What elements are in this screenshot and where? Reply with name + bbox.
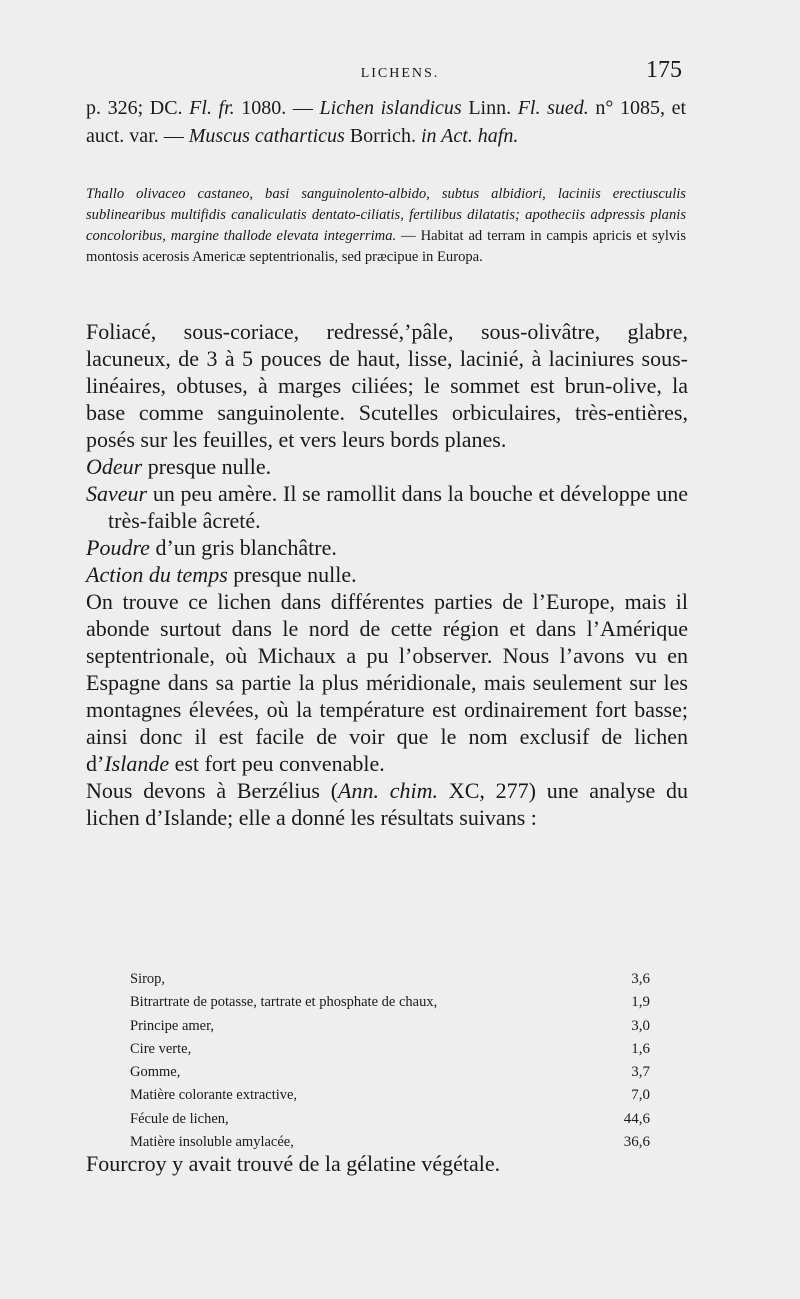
description-paragraph: Foliacé, sous-coriace, redressé,’pâle, sous-olivâtre, glabre, lacuneux, de 3 à 5 pouces de haut, lisse, lacinié, à laciniures sous-linéaires, obtuses, à marges ciliées; le sommet est brun-olive, la base comme sanguinolente. Scutelles orbiculaires, très-entières, posés sur les feuilles, et vers leurs bords planes. bbox=[86, 319, 688, 452]
paragraph-text: On trouve ce lichen dans différentes parties de l’Europe, mais il abonde surtout dans le nord de cette région et dans l’Amérique septentrionale, où Michaux a pu l’observer. Nous l’avons vu en Espagne dans sa partie la plus méridionale, mais seulement sur les montagnes élevées, où la température est ordinairement fort basse; ainsi donc il est facile de voir que le nom exclusif de lichen d’ bbox=[86, 589, 688, 776]
paragraph-italic: Islande bbox=[104, 751, 170, 776]
table-row bbox=[130, 991, 650, 1014]
analysis-table bbox=[130, 968, 650, 1154]
component-name: Gomme, bbox=[130, 1064, 181, 1081]
main-text bbox=[86, 318, 688, 831]
ref-italic: Fl. fr. bbox=[189, 97, 235, 119]
property-text: presque nulle. bbox=[142, 454, 272, 479]
diagnosis-habitat: — Habitat ad terram in campis apricis et sylvis montosis acerosis Americæ septentrionalis, sed præcipue in Europa. bbox=[86, 228, 687, 265]
property-action-du-temps bbox=[86, 561, 688, 588]
component-name: Sirop, bbox=[130, 971, 166, 987]
running-title: LICHENS. bbox=[360, 66, 440, 81]
property-label: Action du temps bbox=[86, 562, 228, 587]
property-label: Odeur bbox=[86, 454, 143, 479]
paragraph-italic: Ann. chim. bbox=[338, 778, 439, 803]
ref-text: 1080. — bbox=[234, 97, 320, 119]
paragraph-text: XC, 277) une analyse du lichen d’Islande; elle a donné les résultats suivans : bbox=[86, 778, 689, 830]
analysis-intro-paragraph bbox=[86, 777, 688, 831]
table-row bbox=[130, 1061, 650, 1084]
property-poudre bbox=[86, 534, 688, 561]
table-row bbox=[130, 1015, 650, 1038]
ref-text: n° 1085, et auct. var. — bbox=[86, 97, 687, 147]
component-value: 1,6 bbox=[631, 1040, 650, 1057]
diagnosis-latin: Thallo olivaceo castaneo, basi sanguinolento-albido, subtus albidiori, laciniis erectiusculis sublinearibus multifidis canaliculatis dentato-ciliatis, fertilibus dilatatis; apotheciis adpressis planis concoloribus, margine thallode elevata integerrima. bbox=[86, 186, 686, 244]
ref-italic: in Act. hafn. bbox=[420, 125, 519, 147]
component-value: 1,9 bbox=[631, 994, 650, 1011]
paragraph-text: est fort peu convenable. bbox=[169, 751, 385, 776]
component-name: Cire verte, bbox=[130, 1040, 192, 1057]
property-odeur bbox=[86, 453, 688, 480]
page-number: 175 bbox=[646, 57, 682, 83]
property-label: Saveur bbox=[86, 481, 148, 506]
component-name: Matière colorante extractive, bbox=[130, 1087, 298, 1104]
component-name: Bitrartrate de potasse, tartrate et phosphate de chaux, bbox=[130, 994, 438, 1011]
property-saveur bbox=[86, 480, 688, 534]
component-name: Fécule de lichen, bbox=[130, 1110, 229, 1127]
table-row bbox=[130, 1084, 650, 1107]
component-value: 44,6 bbox=[623, 1110, 650, 1127]
closing-sentence: Fourcroy y avait trouvé de la gélatine végétale. bbox=[86, 1151, 501, 1176]
property-text: un peu amère. Il se ramollit dans la bouche et développe une très-faible âcreté. bbox=[108, 481, 688, 533]
latin-diagnosis bbox=[86, 184, 686, 268]
property-text: presque nulle. bbox=[227, 562, 357, 587]
ref-italic: Fl. sued. bbox=[517, 97, 589, 119]
component-name: Principe amer, bbox=[130, 1017, 214, 1034]
synonymy-references bbox=[86, 94, 686, 150]
ref-text: Borrich. bbox=[344, 125, 421, 147]
component-value: 3,0 bbox=[631, 1017, 650, 1034]
paragraph-text: Nous devons à Berzélius ( bbox=[86, 778, 339, 803]
ref-italic: Muscus catharticus bbox=[188, 125, 345, 147]
ref-text: Linn. bbox=[461, 97, 518, 119]
ref-italic: Lichen islandicus bbox=[319, 97, 462, 119]
table-row bbox=[130, 968, 650, 991]
distribution-paragraph bbox=[86, 588, 688, 777]
ref-text: p. 326; DC. bbox=[86, 97, 190, 119]
component-value: 36,6 bbox=[623, 1134, 650, 1151]
component-value: 3,7 bbox=[631, 1064, 650, 1081]
component-name: Matière insoluble amylacée, bbox=[130, 1134, 294, 1151]
property-label: Poudre bbox=[86, 535, 150, 560]
table-row bbox=[130, 1038, 650, 1061]
component-value: 3,6 bbox=[631, 971, 650, 987]
component-value: 7,0 bbox=[631, 1087, 650, 1104]
table-row bbox=[130, 1108, 650, 1131]
property-text: d’un gris blanchâtre. bbox=[149, 535, 337, 560]
